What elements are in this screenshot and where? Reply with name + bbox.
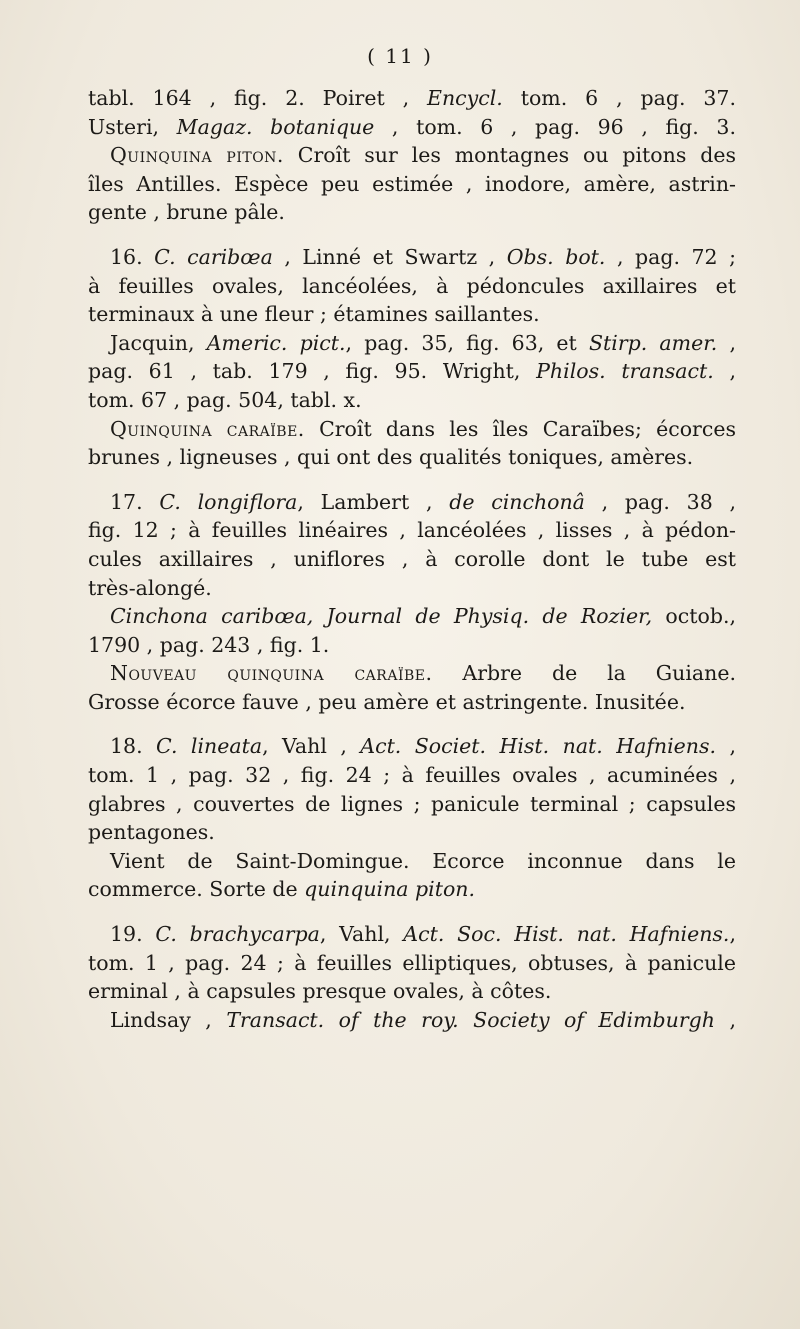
text-run: cules axillaires , uniflores , à corolle dont le tube est [88,546,736,571]
text-line [88,1006,736,1035]
text-line [88,357,736,386]
text-run: , tom. 6 , pag. 96 , fig. 3. [374,114,736,139]
text-line [88,977,736,1006]
text-run: tom. 1 , pag. 24 ; à feuilles elliptiques, obtuses, à panicule [88,950,736,975]
text-run: Lindsay , [110,1007,227,1032]
italic-text: Cinchona caribœa, Journal de Physiq. de Rozier, [110,604,653,629]
text-run: , pag. 35, fig. 63, et [345,330,589,355]
text-run: Vient de Saint-Domingue. Ecorce inconnue dans le [110,848,736,873]
italic-text: C. brachycarpa [155,922,320,947]
text-line [88,113,736,142]
text-run: fig. 12 ; à feuilles linéaires , lancéolées , lisses , à pédon- [88,518,736,543]
italic-text: Encycl. [427,86,503,110]
text-line [88,198,736,227]
text-line [88,272,736,301]
text-run: tom. 1 , pag. 32 , fig. 24 ; à feuilles ovales , acuminées , [88,763,736,788]
text-line [88,141,736,170]
italic-text: C. caribœa [154,244,273,269]
text-run: 16. [110,244,155,269]
text-line [88,415,736,444]
text-run: Jacquin, [110,330,207,355]
text-line [88,545,736,574]
text-run: brunes , ligneuses , qui ont des qualités toniques, amères. [88,445,694,470]
italic-text: Act. Societ. Hist. nat. Hafniens. [360,734,717,759]
italic-text: Transact. of the roy. Society of Edimburgh [226,1007,715,1032]
text-run: îles Antilles. Espèce peu estimée , inodore, amère, astrin- [88,171,736,196]
text-line [88,688,736,717]
text-run: Arbre de la Guiane. [432,661,736,686]
text-line [88,329,736,358]
text-run: , [716,734,736,759]
text-line [88,84,736,113]
text-run: pentagones. [88,820,215,845]
text-run: erminal , à capsules presque ovales, à côtes. [88,979,552,1004]
text-line [88,949,736,978]
text-run: 18. [110,734,157,759]
body-text [88,84,736,1034]
italic-text: Magaz. botanique [176,114,375,139]
text-run: pag. 61 , tab. 179 , fig. 95. Wright, [88,359,537,384]
text-line [88,631,736,660]
text-line [88,243,736,272]
text-run: 19. [110,922,156,947]
text-run: 17. [110,489,160,514]
text-run: gente , brune pâle. [88,200,285,225]
text-run: octob., [652,604,736,629]
text-run: , [714,1007,736,1032]
text-run: glabres , couvertes de lignes ; panicule terminal ; capsules [88,791,736,816]
italic-text: de cinchonâ [449,489,585,514]
text-run: tom. 67 , pag. 504, tabl. x. [88,387,362,412]
italic-text: Stirp. amer. [588,330,718,355]
text-run: , Linné et Swartz , [272,244,507,269]
text-run: , pag. 72 ; [605,244,737,269]
text-line [88,732,736,761]
text-line [88,300,736,329]
text-run: , [717,330,736,355]
italic-text: C. longiflora [159,489,298,514]
text-run: , [713,359,736,384]
italic-text: Obs. bot. [506,244,606,269]
italic-text: Philos. transact. [536,359,714,384]
text-line [88,659,736,688]
text-line [88,875,736,904]
text-run: , [729,922,736,947]
smallcaps-text: Nouveau quinquina caraïbe. [110,661,433,686]
text-run: 1790 , pag. 243 , fig. 1. [88,632,330,657]
text-run: Usteri, [88,114,177,139]
text-run: Grosse écorce fauve , peu amère et astringente. Inusitée. [88,689,686,714]
text-run: tom. 6 , pag. 37. [502,86,736,110]
text-line [88,790,736,819]
text-line [88,818,736,847]
text-line [88,516,736,545]
text-run: , Vahl , [262,734,361,759]
page-number: ( 11 ) [367,44,433,68]
text-line [88,761,736,790]
italic-text: C. lineata [156,734,263,759]
smallcaps-text: Quinquina piton. [110,143,284,168]
text-run: , pag. 38 , [584,489,736,514]
text-run: , Vahl, [319,922,404,947]
italic-text: Act. Soc. Hist. nat. Hafniens. [403,922,730,947]
italic-text: Americ. pict. [206,330,346,355]
italic-text: quinquina piton. [304,877,476,902]
text-run: , Lambert , [297,489,450,514]
text-run: Croît sur les montagnes ou pitons des [283,143,736,168]
text-line [88,443,736,472]
text-run: terminaux à une fleur ; étamines saillantes. [88,302,540,327]
text-run: tabl. 164 , fig. 2. Poiret , [88,86,428,110]
text-run: très-alongé. [88,575,212,600]
text-line [88,920,736,949]
text-run: à feuilles ovales, lancéolées, à pédoncules axillaires et [88,273,736,298]
text-line [88,602,736,631]
text-line [88,170,736,199]
smallcaps-text: Quinquina caraïbe. [110,416,305,441]
text-run: commerce. Sorte de [88,877,305,902]
text-run: Croît dans les îles Caraïbes; écorces [304,416,736,441]
text-line [88,574,736,603]
text-line [88,847,736,876]
text-line [88,386,736,415]
text-line [88,488,736,517]
